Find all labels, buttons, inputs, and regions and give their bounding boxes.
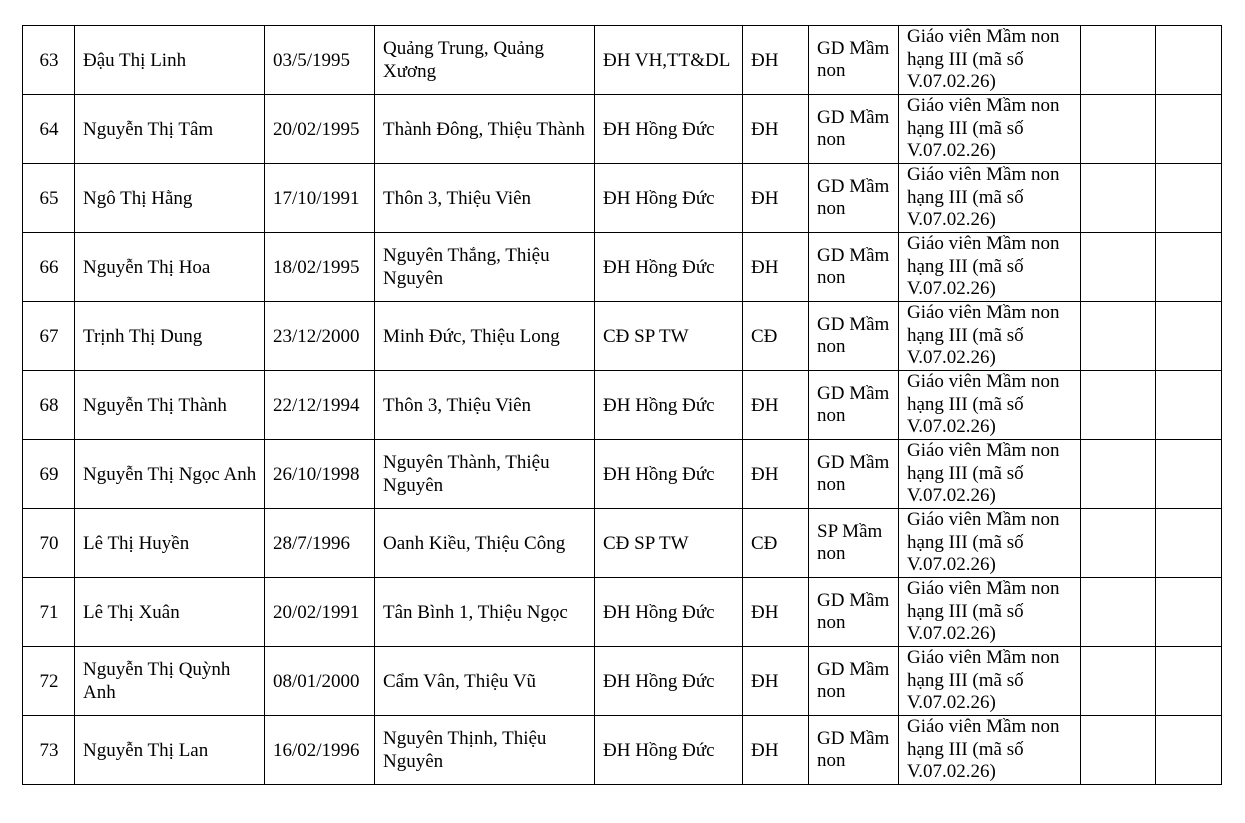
cell-stt: 68: [23, 371, 75, 440]
cell-school: ĐH Hồng Đức: [595, 371, 743, 440]
table-row: [23, 233, 1222, 302]
cell-name: Lê Thị Xuân: [75, 578, 265, 647]
cell-extra-1: [1081, 164, 1156, 233]
cell-level: ĐH: [743, 647, 809, 716]
cell-extra-2: [1156, 371, 1222, 440]
cell-school: ĐH Hồng Đức: [595, 578, 743, 647]
cell-dob: 18/02/1995: [265, 233, 375, 302]
cell-level: ĐH: [743, 716, 809, 785]
cell-extra-1: [1081, 578, 1156, 647]
cell-extra-1: [1081, 26, 1156, 95]
cell-position: Giáo viên Mầm non hạng III (mã số V.07.02.26): [899, 578, 1081, 647]
cell-major: GD Mầm non: [809, 647, 899, 716]
cell-stt: 65: [23, 164, 75, 233]
cell-school: ĐH Hồng Đức: [595, 164, 743, 233]
cell-major: GD Mầm non: [809, 164, 899, 233]
table-row: [23, 716, 1222, 785]
cell-address: Tân Bình 1, Thiệu Ngọc: [375, 578, 595, 647]
cell-stt: 67: [23, 302, 75, 371]
table-body: [23, 26, 1222, 785]
cell-dob: 23/12/2000: [265, 302, 375, 371]
cell-name: Ngô Thị Hằng: [75, 164, 265, 233]
cell-position: Giáo viên Mầm non hạng III (mã số V.07.02.26): [899, 371, 1081, 440]
cell-position: Giáo viên Mầm non hạng III (mã số V.07.02.26): [899, 509, 1081, 578]
cell-stt: 73: [23, 716, 75, 785]
cell-school: ĐH Hồng Đức: [595, 647, 743, 716]
cell-school: ĐH Hồng Đức: [595, 233, 743, 302]
cell-address: Thôn 3, Thiệu Viên: [375, 371, 595, 440]
cell-address: Thôn 3, Thiệu Viên: [375, 164, 595, 233]
cell-major: GD Mầm non: [809, 371, 899, 440]
cell-dob: 26/10/1998: [265, 440, 375, 509]
cell-stt: 72: [23, 647, 75, 716]
cell-name: Nguyễn Thị Lan: [75, 716, 265, 785]
table-row: [23, 26, 1222, 95]
cell-major: GD Mầm non: [809, 233, 899, 302]
cell-major: GD Mầm non: [809, 26, 899, 95]
cell-extra-1: [1081, 233, 1156, 302]
candidate-table: [22, 25, 1222, 785]
cell-position: Giáo viên Mầm non hạng III (mã số V.07.02.26): [899, 647, 1081, 716]
cell-dob: 20/02/1991: [265, 578, 375, 647]
cell-address: Quảng Trung, Quảng Xương: [375, 26, 595, 95]
cell-address: Nguyên Thành, Thiệu Nguyên: [375, 440, 595, 509]
cell-stt: 63: [23, 26, 75, 95]
cell-major: SP Mầm non: [809, 509, 899, 578]
cell-stt: 69: [23, 440, 75, 509]
cell-dob: 03/5/1995: [265, 26, 375, 95]
cell-position: Giáo viên Mầm non hạng III (mã số V.07.02.26): [899, 302, 1081, 371]
cell-level: CĐ: [743, 302, 809, 371]
cell-position: Giáo viên Mầm non hạng III (mã số V.07.02.26): [899, 164, 1081, 233]
document-page: [22, 25, 1221, 785]
cell-dob: 17/10/1991: [265, 164, 375, 233]
cell-address: Cẩm Vân, Thiệu Vũ: [375, 647, 595, 716]
cell-extra-2: [1156, 509, 1222, 578]
cell-extra-2: [1156, 302, 1222, 371]
cell-extra-2: [1156, 440, 1222, 509]
cell-stt: 66: [23, 233, 75, 302]
cell-extra-2: [1156, 26, 1222, 95]
table-row: [23, 371, 1222, 440]
table-row: [23, 95, 1222, 164]
cell-address: Nguyên Thịnh, Thiệu Nguyên: [375, 716, 595, 785]
cell-school: CĐ SP TW: [595, 302, 743, 371]
cell-school: CĐ SP TW: [595, 509, 743, 578]
cell-extra-1: [1081, 509, 1156, 578]
cell-extra-2: [1156, 647, 1222, 716]
table-row: [23, 509, 1222, 578]
cell-level: ĐH: [743, 578, 809, 647]
cell-major: GD Mầm non: [809, 716, 899, 785]
cell-level: ĐH: [743, 440, 809, 509]
cell-major: GD Mầm non: [809, 302, 899, 371]
cell-extra-1: [1081, 647, 1156, 716]
cell-address: Minh Đức, Thiệu Long: [375, 302, 595, 371]
cell-extra-1: [1081, 371, 1156, 440]
cell-extra-2: [1156, 164, 1222, 233]
table-row: [23, 440, 1222, 509]
table-row: [23, 164, 1222, 233]
cell-address: Thành Đông, Thiệu Thành: [375, 95, 595, 164]
cell-dob: 20/02/1995: [265, 95, 375, 164]
cell-school: ĐH Hồng Đức: [595, 95, 743, 164]
cell-level: ĐH: [743, 233, 809, 302]
cell-position: Giáo viên Mầm non hạng III (mã số V.07.02.26): [899, 233, 1081, 302]
cell-dob: 08/01/2000: [265, 647, 375, 716]
cell-extra-1: [1081, 95, 1156, 164]
cell-major: GD Mầm non: [809, 578, 899, 647]
cell-stt: 64: [23, 95, 75, 164]
cell-address: Oanh Kiều, Thiệu Công: [375, 509, 595, 578]
cell-extra-2: [1156, 716, 1222, 785]
table-row: [23, 647, 1222, 716]
cell-dob: 16/02/1996: [265, 716, 375, 785]
cell-extra-2: [1156, 95, 1222, 164]
cell-level: ĐH: [743, 371, 809, 440]
cell-extra-2: [1156, 578, 1222, 647]
cell-stt: 71: [23, 578, 75, 647]
cell-school: ĐH Hồng Đức: [595, 716, 743, 785]
cell-level: ĐH: [743, 95, 809, 164]
cell-extra-1: [1081, 440, 1156, 509]
table-row: [23, 578, 1222, 647]
cell-stt: 70: [23, 509, 75, 578]
cell-position: Giáo viên Mầm non hạng III (mã số V.07.02.26): [899, 95, 1081, 164]
cell-extra-1: [1081, 302, 1156, 371]
cell-name: Nguyễn Thị Hoa: [75, 233, 265, 302]
cell-name: Nguyễn Thị Tâm: [75, 95, 265, 164]
cell-position: Giáo viên Mầm non hạng III (mã số V.07.02.26): [899, 716, 1081, 785]
cell-level: CĐ: [743, 509, 809, 578]
cell-school: ĐH VH,TT&DL: [595, 26, 743, 95]
cell-level: ĐH: [743, 26, 809, 95]
cell-extra-2: [1156, 233, 1222, 302]
table-row: [23, 302, 1222, 371]
cell-name: Nguyễn Thị Ngọc Anh: [75, 440, 265, 509]
cell-level: ĐH: [743, 164, 809, 233]
cell-name: Đậu Thị Linh: [75, 26, 265, 95]
cell-name: Lê Thị Huyền: [75, 509, 265, 578]
cell-position: Giáo viên Mầm non hạng III (mã số V.07.02.26): [899, 440, 1081, 509]
cell-dob: 22/12/1994: [265, 371, 375, 440]
cell-dob: 28/7/1996: [265, 509, 375, 578]
cell-address: Nguyên Thắng, Thiệu Nguyên: [375, 233, 595, 302]
cell-name: Nguyễn Thị Quỳnh Anh: [75, 647, 265, 716]
cell-major: GD Mầm non: [809, 95, 899, 164]
cell-name: Trịnh Thị Dung: [75, 302, 265, 371]
cell-position: Giáo viên Mầm non hạng III (mã số V.07.02.26): [899, 26, 1081, 95]
cell-school: ĐH Hồng Đức: [595, 440, 743, 509]
cell-major: GD Mầm non: [809, 440, 899, 509]
cell-extra-1: [1081, 716, 1156, 785]
cell-name: Nguyễn Thị Thành: [75, 371, 265, 440]
